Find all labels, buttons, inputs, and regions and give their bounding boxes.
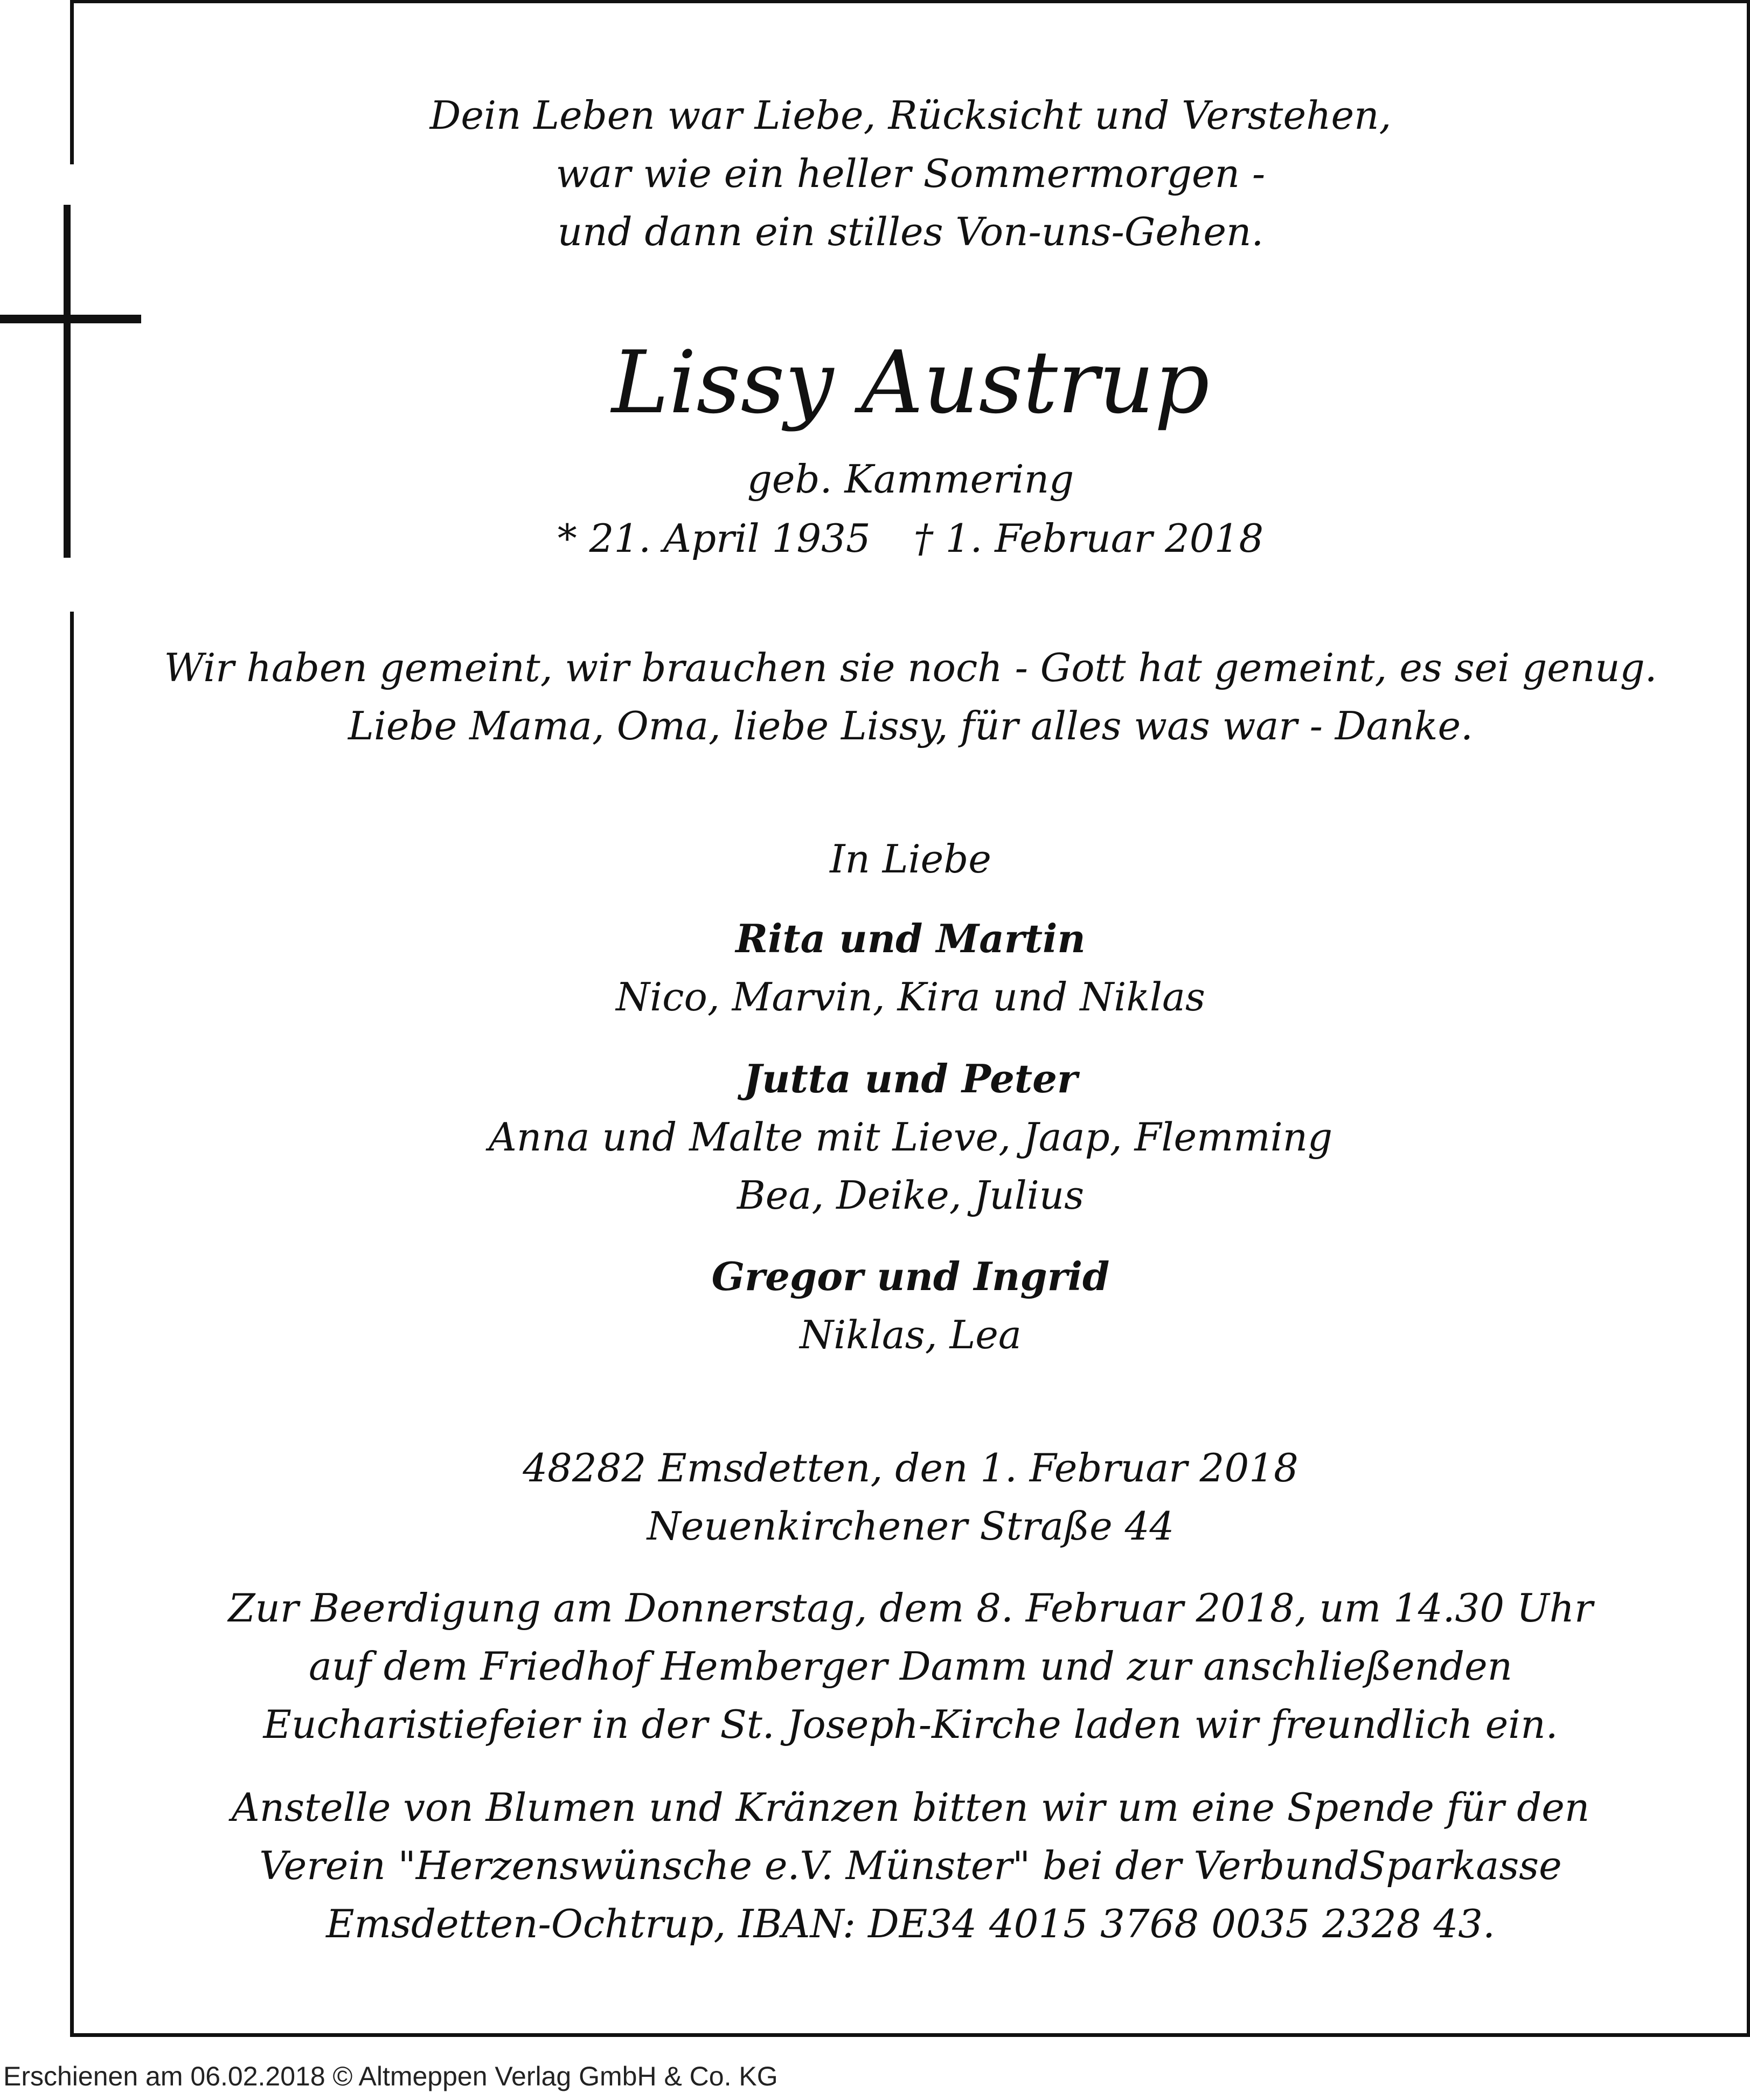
address-line: 48282 Emsdetten, den 1. Februar 2018 bbox=[523, 1445, 1298, 1491]
frame-left-border-upper bbox=[70, 0, 74, 164]
family-members bbox=[86, 1306, 1735, 1364]
address-line: Neuenkirchener Straße 44 bbox=[647, 1503, 1175, 1549]
family-members-line: Nico, Marvin, Kira und Niklas bbox=[616, 974, 1205, 1020]
family-members-line: Niklas, Lea bbox=[800, 1312, 1022, 1357]
cross-vertical-bar bbox=[64, 205, 71, 558]
cross-horizontal-bar bbox=[0, 315, 141, 323]
verse-line: und dann ein stilles Von-uns-Gehen. bbox=[557, 209, 1264, 254]
family-members bbox=[86, 1108, 1735, 1224]
opening-verse bbox=[86, 86, 1735, 261]
donation-line: Verein "Herzenswünsche e.V. Münster" bei der VerbundSparkasse bbox=[259, 1843, 1562, 1888]
verse-line: Dein Leben war Liebe, Rücksicht und Verstehen, bbox=[429, 93, 1392, 138]
address-block bbox=[86, 1439, 1735, 1555]
birth-name: geb. Kammering bbox=[747, 456, 1074, 502]
verse-line: war wie ein heller Sommermorgen - bbox=[555, 151, 1266, 196]
in-love-heading: In Liebe bbox=[830, 836, 991, 882]
family-head: Gregor und Ingrid bbox=[711, 1253, 1110, 1299]
donation-info bbox=[86, 1778, 1735, 1953]
deceased-name: Lissy Austrup bbox=[612, 332, 1210, 433]
quote-line: Liebe Mama, Oma, liebe Lissy, für alles was war - Danke. bbox=[348, 703, 1473, 748]
family-members-line: Bea, Deike, Julius bbox=[737, 1173, 1085, 1218]
funeral-line: Zur Beerdigung am Donnerstag, dem 8. Februar 2018, um 14.30 Uhr bbox=[228, 1585, 1593, 1631]
frame-right-border bbox=[1747, 0, 1750, 2037]
life-dates bbox=[86, 509, 1735, 567]
death-date: † 1. Februar 2018 bbox=[913, 516, 1264, 561]
frame-left-border-lower bbox=[70, 612, 74, 2037]
donation-line: Anstelle von Blumen und Kränzen bitten wir um eine Spende für den bbox=[231, 1785, 1590, 1830]
birth-date: * 21. April 1935 bbox=[557, 516, 871, 561]
quote-line: Wir haben gemeint, wir brauchen sie noch - Gott hat gemeint, es sei genug. bbox=[164, 645, 1657, 690]
family-head: Jutta und Peter bbox=[744, 1056, 1078, 1101]
family-members-line: Anna und Malte mit Lieve, Jaap, Flemming bbox=[488, 1114, 1333, 1160]
publication-footer: Erschienen am 06.02.2018 © Altmeppen Verlag GmbH & Co. KG bbox=[3, 2061, 778, 2091]
frame-top-border bbox=[70, 0, 1750, 3]
donation-line: Emsdetten-Ochtrup, IBAN: DE34 4015 3768 0035 2328 43. bbox=[326, 1901, 1495, 1946]
funeral-line: auf dem Friedhof Hemberger Damm und zur anschließenden bbox=[308, 1644, 1512, 1689]
funeral-line: Eucharistiefeier in der St. Joseph-Kirche laden wir freundlich ein. bbox=[263, 1702, 1558, 1747]
family-members bbox=[86, 968, 1735, 1026]
frame-bottom-border bbox=[70, 2033, 1750, 2037]
farewell-quote bbox=[86, 639, 1735, 755]
funeral-info bbox=[86, 1579, 1735, 1754]
family-head: Rita und Martin bbox=[735, 916, 1086, 961]
